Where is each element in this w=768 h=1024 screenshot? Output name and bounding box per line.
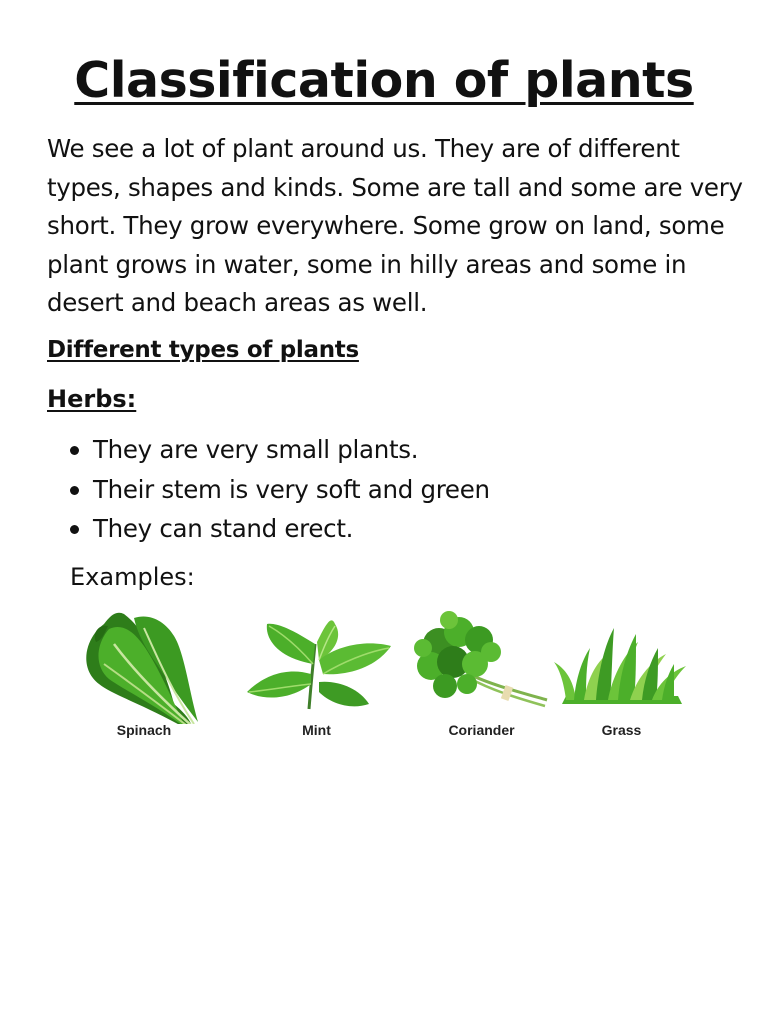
example-mint xyxy=(239,604,394,744)
example-caption: Coriander xyxy=(448,722,515,738)
herbs-heading: Herbs: xyxy=(47,385,137,413)
section-heading: Different types of plants xyxy=(47,337,359,363)
bullet-icon xyxy=(70,446,79,455)
example-coriander xyxy=(409,604,554,744)
bullet-icon xyxy=(70,525,79,534)
examples-label: Examples: xyxy=(70,563,195,591)
intro-paragraph: We see a lot of plant around us. They are of different types, shapes and kinds. Some are tall and some are very short. They grow everywhere. Some grow on land, some plant grows in water, some in hilly areas and some in desert and beach areas as well. xyxy=(47,134,743,317)
example-caption: Mint xyxy=(302,722,331,738)
bullet-item xyxy=(70,509,490,549)
example-caption: Spinach xyxy=(116,722,172,738)
examples-strip xyxy=(74,604,674,744)
bullet-text: They can stand erect. xyxy=(93,514,354,543)
bullet-item xyxy=(70,470,490,510)
bullet-text: They are very small plants. xyxy=(93,435,419,464)
coriander-icon xyxy=(409,604,554,719)
bullet-text: Their stem is very soft and green xyxy=(93,474,490,504)
herbs-bullet-list xyxy=(70,430,490,549)
grass-icon xyxy=(554,604,689,719)
example-grass xyxy=(554,604,689,744)
bullet-item xyxy=(70,430,490,470)
example-caption: Grass xyxy=(601,722,642,738)
mint-icon xyxy=(239,604,394,719)
page-title: Classification of plants xyxy=(74,52,694,109)
spinach-icon xyxy=(74,604,214,724)
example-spinach xyxy=(74,604,214,744)
bullet-icon xyxy=(70,486,79,495)
